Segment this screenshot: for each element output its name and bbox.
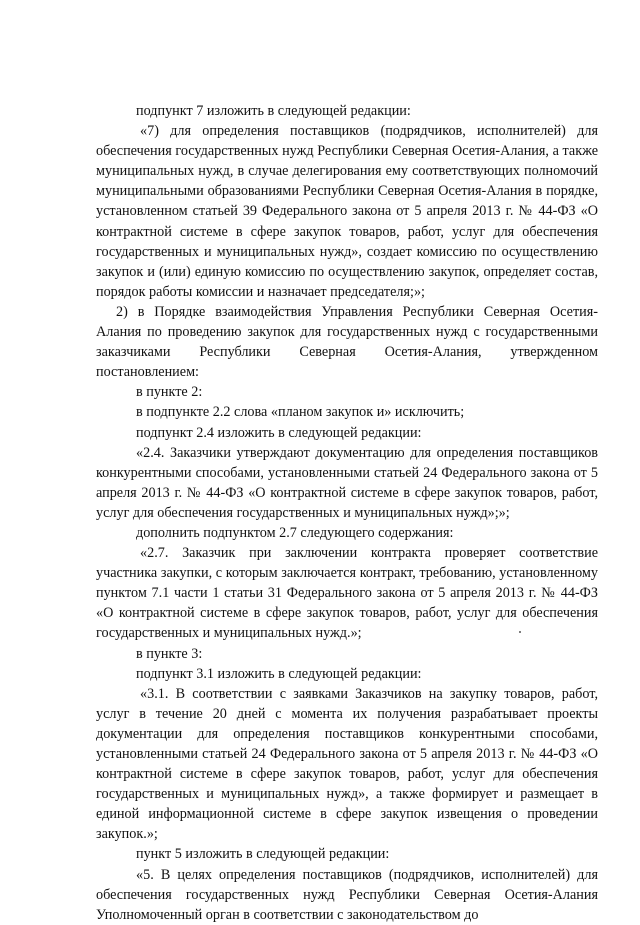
paragraph-subpoint-2-7-intro: дополнить подпунктом 2.7 следующего содержания: — [136, 524, 454, 541]
paragraph-point-5-text: «5. В целях определения поставщиков (подрядчиков, исполнителей) для обеспечения государственных нужд Республики Северная Осетия-Алания Уполномоченный орган в соответствии с законодательством до — [96, 866, 598, 923]
paragraph-subpoint-7-intro: подпункт 7 изложить в следующей редакции: — [136, 103, 411, 119]
paragraph-subpoint-7-text: «7) для определения поставщиков (подрядчиков, исполнителей) для обеспечения государственных нужд Республики Северная Осетия-Алания, а также муниципальных нужд, в случае делегирования ему соответствующих полномочий муниципальными образованиями Республики Северная Осетия-Алания в порядке, установленном статьей 39 Федерального закона от 5 апреля 2013 г. № 44-ФЗ «О контрактной системе в сфере закупок товаров, работ, услуг для обеспечения государственных и муниципальных нужд», создает комиссию по осуществлению закупок и (или) единую комиссию по осуществлению закупок, определяет состав, порядок работы комиссии и назначает председателя;»; — [96, 123, 598, 300]
paragraph-point-5-intro: пункт 5 изложить в следующей редакции: — [136, 846, 390, 863]
paragraph-point-3: в пункте 3: — [136, 645, 203, 662]
paragraph-subpoint-2-2: в подпункте 2.2 слова «планом закупок и» исключить; — [136, 404, 465, 421]
scan-speck — [519, 631, 521, 633]
paragraph-subpoint-3-1-text: «3.1. В соответствии с заявками Заказчиков на закупку товаров, работ, услуг в течение 20 дней с момента их получения разрабатывает проекты документации для определения поставщиков конкурентными способами, установленными статьей 24 Федерального закона от 5 апреля 2013 г. № 44-ФЗ «О контрактной системе в сфере закупок товаров, работ, услуг для обеспечения государственных и муниципальных нужд», а также формирует и размещает в единой информационной системе в сфере закупок извещения о проведении закупок.»; — [96, 685, 598, 843]
paragraph-subpoint-3-1-intro: подпункт 3.1 изложить в следующей редакции: — [136, 665, 422, 682]
paragraph-subpoint-2-7-text: «2.7. Заказчик при заключении контракта проверяет соответствие участника закупки, с которым заключается контракт, требованию, установленному пунктом 7.1 части 1 статьи 31 Федерального закона от 5 апреля 2013 г. № 44-ФЗ «О контрактной системе в сфере закупок товаров, работ, услуг для обеспечения государственных и муниципальных нужд.»; — [96, 545, 598, 642]
paragraph-subpoint-2-4-text: «2.4. Заказчики утверждают документацию для определения поставщиков конкурентными способами, установленными статьей 24 Федерального закона от 5 апреля 2013 г. № 44-ФЗ «О контрактной системе в сфере закупок товаров, работ, услуг для обеспечения государственных и муниципальных нужд»;»; — [96, 444, 598, 521]
paragraph-point-2: в пункте 2: — [136, 384, 203, 401]
paragraph-subpoint-2-4-intro: подпункт 2.4 изложить в следующей редакции: — [136, 424, 422, 441]
document-body — [96, 101, 598, 925]
paragraph-item-2-procedure: 2) в Порядке взаимодействия Управления Республики Северная Осетия-Алания по проведению закупок для государственных нужд с государственными заказчиками Республики Северная Осетия-Алания, утвержденном постановлением: — [96, 303, 598, 381]
